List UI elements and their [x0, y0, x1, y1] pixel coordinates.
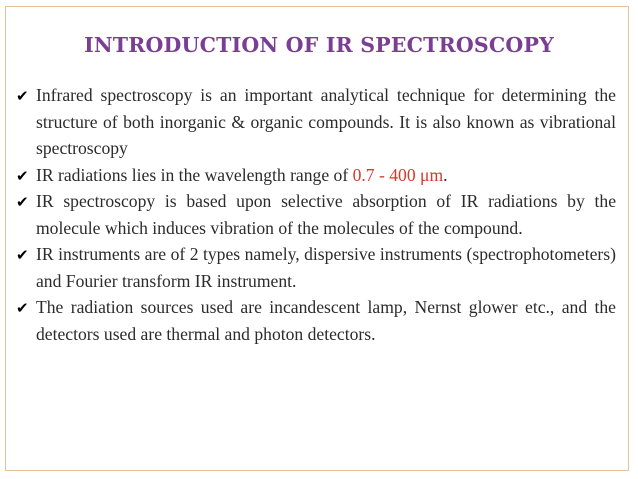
bullet-text-end: . [443, 164, 448, 185]
check-bullet-icon: ✔ [16, 195, 29, 211]
bullet-item [12, 162, 616, 189]
wavelength-range-highlight: 0.7 - 400 μm [352, 164, 444, 185]
bullet-text: IR spectroscopy is based upon selective absorption of IR radiations by the molecule which induces vibration of the molecules of the compound. [36, 191, 616, 238]
bullet-text: IR instruments are of 2 types namely, dispersive instruments (spectrophotometers) and Fourier transform IR instrument. [36, 244, 616, 291]
bullet-item [12, 188, 616, 241]
check-bullet-icon: ✔ [16, 248, 29, 264]
bullet-item [12, 294, 616, 347]
check-bullet-icon: ✔ [16, 301, 29, 317]
slide-title: INTRODUCTION OF IR SPECTROSCOPY [84, 33, 554, 57]
bullet-text: IR radiations lies in the wavelength range of [36, 164, 353, 185]
bullet-item [12, 82, 616, 162]
bullet-text: The radiation sources used are incandescent lamp, Nernst glower etc., and the detectors used are thermal and photon detectors. [36, 297, 616, 344]
bullet-text: Infrared spectroscopy is an important analytical technique for determining the structure of both inorganic & organic compounds. It is also known as vibrational spectroscopy [36, 85, 616, 158]
bullet-item [12, 241, 616, 294]
check-bullet-icon: ✔ [16, 89, 29, 105]
check-bullet-icon: ✔ [16, 168, 29, 185]
bullet-list [12, 82, 616, 347]
